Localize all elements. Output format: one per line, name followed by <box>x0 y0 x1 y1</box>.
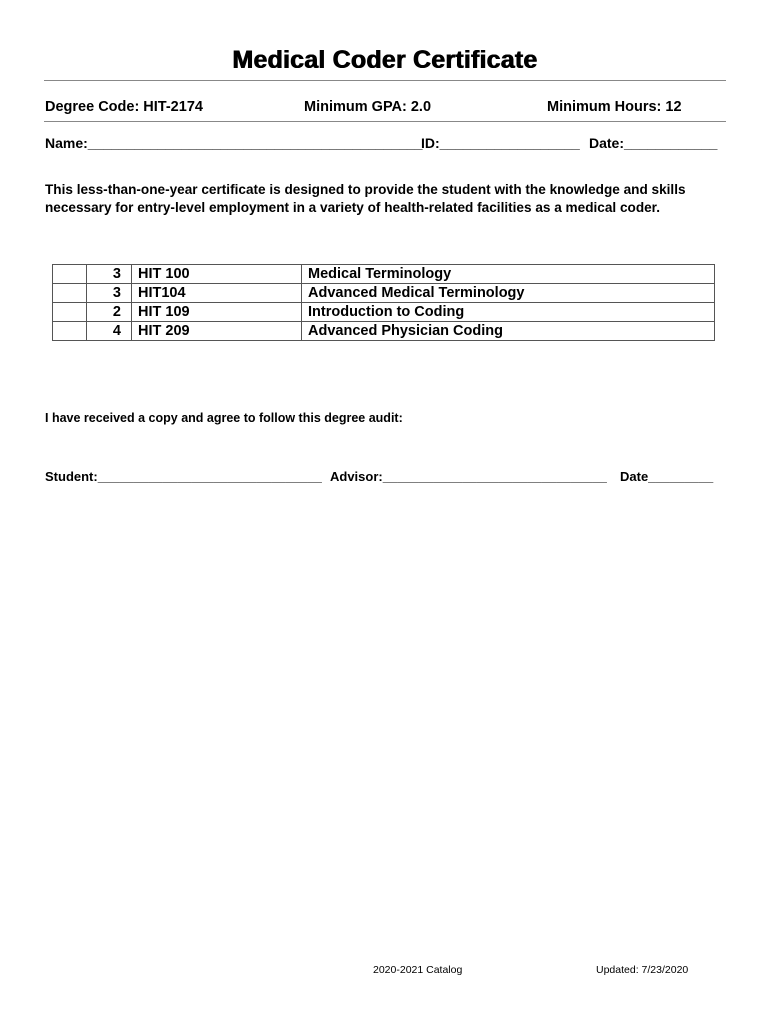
course-number: HIT 209 <box>132 322 302 341</box>
check-cell <box>53 322 87 341</box>
page-title: Medical Coder Certificate <box>232 46 538 74</box>
course-hours: 2 <box>87 303 132 322</box>
updated-date: Updated: 7/23/2020 <box>596 964 689 976</box>
course-hours: 3 <box>87 265 132 284</box>
check-cell <box>53 284 87 303</box>
table-row <box>53 265 715 284</box>
course-number: HIT 100 <box>132 265 302 284</box>
signature-date-line: Date_________ <box>620 469 714 484</box>
catalog-year: 2020-2021 Catalog <box>373 964 463 976</box>
course-hours: 3 <box>87 284 132 303</box>
course-number: HIT 109 <box>132 303 302 322</box>
course-title: Advanced Physician Coding <box>302 322 715 341</box>
course-title: Introduction to Coding <box>302 303 715 322</box>
student-signature-line: Student:_______________________________ <box>45 469 322 484</box>
degree-code: Degree Code: HIT-2174 <box>45 99 203 115</box>
agreement-statement: I have received a copy and agree to follow this degree audit: <box>45 411 403 425</box>
course-title: Advanced Medical Terminology <box>302 284 715 303</box>
minimum-gpa: Minimum GPA: 2.0 <box>304 99 432 115</box>
course-title: Medical Terminology <box>302 265 715 284</box>
name-field: Name:___________________________________________ <box>45 135 423 151</box>
table-row <box>53 284 715 303</box>
table-row <box>53 303 715 322</box>
certificate-description: This less-than-one-year certificate is designed to provide the student with the knowledge and skills necessary for entry-level employment in a variety of health-related facilities as a medical coder. <box>45 182 686 215</box>
id-field: ID:__________________ <box>421 135 580 151</box>
course-table <box>52 264 715 341</box>
course-hours: 4 <box>87 322 132 341</box>
minimum-hours: Minimum Hours: 12 <box>547 99 682 115</box>
date-field: Date:____________ <box>589 135 718 151</box>
check-cell <box>53 265 87 284</box>
advisor-signature-line: Advisor:_______________________________ <box>330 469 607 484</box>
course-number: HIT104 <box>132 284 302 303</box>
check-cell <box>53 303 87 322</box>
table-row <box>53 322 715 341</box>
title-divider <box>44 80 726 81</box>
header-divider <box>44 121 726 122</box>
